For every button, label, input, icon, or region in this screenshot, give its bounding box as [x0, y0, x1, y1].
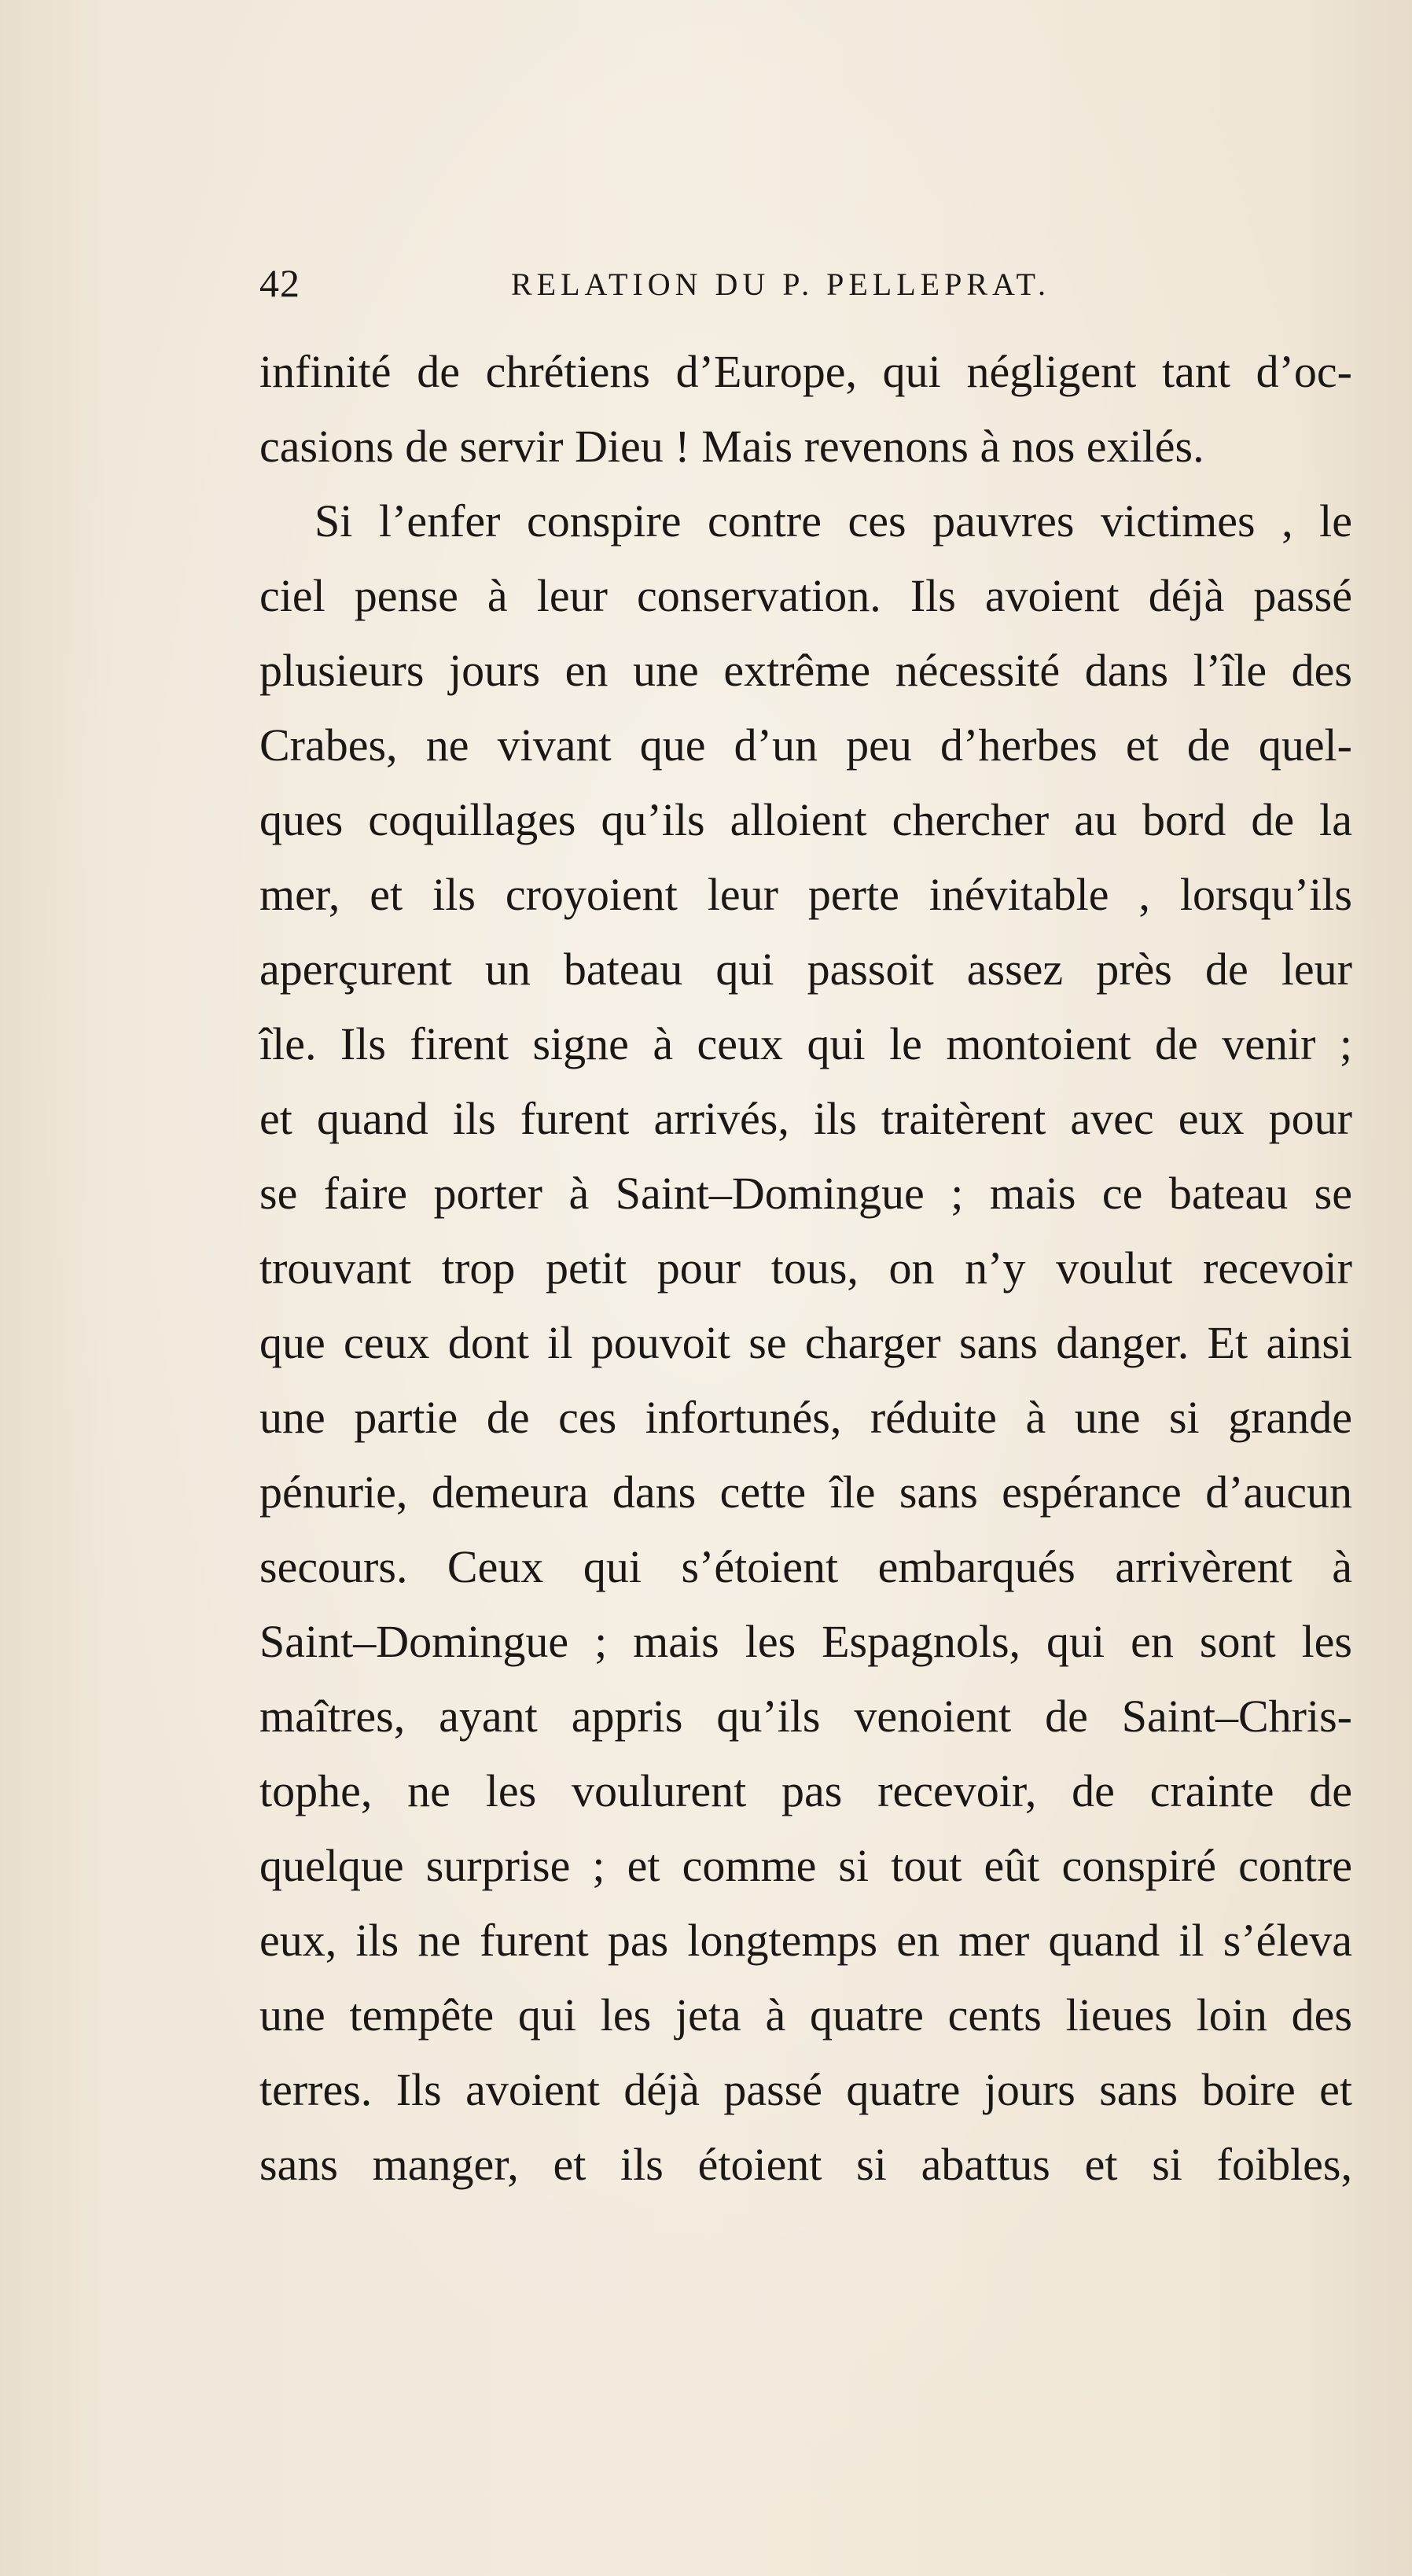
text-line: se faire porter à Saint–Domingue ; mais ce bateau se: [259, 1168, 1352, 1219]
running-head: RELATION DU P. PELLEPRAT.: [511, 267, 1050, 302]
page-number: 42: [259, 261, 300, 305]
text-line: Saint–Domingue ; mais les Espagnols, qui en sont les: [259, 1616, 1352, 1667]
text-line: trouvant trop petit pour tous, on n’y voulut recevoir: [259, 1242, 1352, 1294]
body-text: [259, 334, 1352, 2202]
text-line: ques coquillages qu’ils alloient chercher au bord de la: [259, 794, 1352, 845]
text-line: pénurie, demeura dans cette île sans espérance d’aucun: [259, 1466, 1352, 1518]
text-line: île. Ils firent signe à ceux qui le montoient de venir ;: [259, 1018, 1352, 1069]
text-line: Si l’enfer conspire contre ces pauvres victimes , le: [314, 495, 1352, 546]
text-line: quelque surprise ; et comme si tout eût conspiré contre: [259, 1840, 1352, 1891]
page-header: [259, 259, 1344, 307]
text-line: eux, ils ne furent pas longtemps en mer quand il s’éleva: [259, 1915, 1352, 1966]
text-line: mer, et ils croyoient leur perte inévitable , lorsqu’ils: [259, 869, 1352, 920]
text-line: une tempête qui les jeta à quatre cents lieues loin des: [259, 1989, 1352, 2041]
text-line: que ceux dont il pouvoit se charger sans danger. Et ainsi: [259, 1317, 1352, 1368]
text-line: terres. Ils avoient déjà passé quatre jours sans boire et: [259, 2064, 1352, 2115]
text-line: infinité de chrétiens d’Europe, qui négligent tant d’oc-: [259, 346, 1352, 397]
text-line: et quand ils furent arrivés, ils traitèrent avec eux pour: [259, 1093, 1352, 1144]
text-line: ciel pense à leur conservation. Ils avoient déjà passé: [259, 570, 1352, 621]
text-line: aperçurent un bateau qui passoit assez près de leur: [259, 944, 1352, 995]
text-line: casions de servir Dieu ! Mais revenons à nos exilés.: [259, 421, 1204, 472]
text-line: plusieurs jours en une extrême nécessité dans l’île des: [259, 645, 1352, 696]
text-line: Crabes, ne vivant que d’un peu d’herbes et de quel-: [259, 719, 1352, 771]
text-line: sans manger, et ils étoient si abattus et si foibles,: [259, 2139, 1352, 2190]
text-line: une partie de ces infortunés, réduite à une si grande: [259, 1392, 1352, 1443]
text-line: tophe, ne les voulurent pas recevoir, de crainte de: [259, 1765, 1352, 1816]
text-line: secours. Ceux qui s’étoient embarqués arrivèrent à: [259, 1541, 1352, 1592]
text-line: maîtres, ayant appris qu’ils venoient de Saint–Chris-: [259, 1691, 1352, 1742]
